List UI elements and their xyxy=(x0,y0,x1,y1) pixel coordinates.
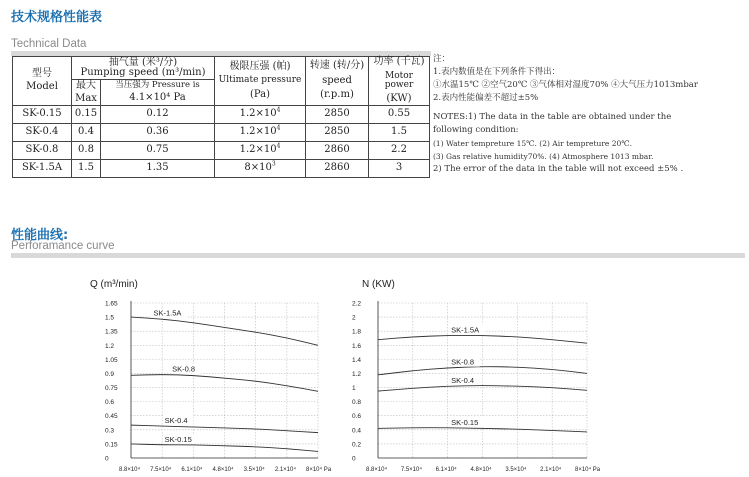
cell-model: SK-0.4 xyxy=(13,123,72,141)
cell-speed: 2860 xyxy=(306,141,369,159)
cell-ultimate: $1.2\times 10^4$ xyxy=(215,105,306,123)
y-tick-label: 0.3 xyxy=(105,427,115,435)
cell-ultimate: $1.2\times 10^4$ xyxy=(215,141,306,159)
cell-max: 1.5 xyxy=(72,159,101,177)
note-line: 1.表内数值是在下列条件下得出： xyxy=(433,67,561,77)
note-line: (3) Gas relative humidity70%. (4) Atmosphere 1013 mbar. xyxy=(433,152,654,161)
y-tick-label: 1.05 xyxy=(105,356,118,364)
x-tick-label: 8.8×10⁴ xyxy=(366,467,388,473)
header-speed: 转速 (转/分) speed (r.p.m) xyxy=(306,57,369,106)
header-pumping-speed: 抽气量 (米³/分) Pumping speed (m³/min) xyxy=(72,57,215,80)
note-line: following condition: xyxy=(433,125,519,135)
header-max: 最大 Max xyxy=(72,80,101,105)
cell-power: 1.5 xyxy=(369,123,430,141)
series-label: SK-0.4 xyxy=(164,416,188,426)
cell-power: 2.2 xyxy=(369,141,430,159)
x-tick-label: 2.1×10⁴ xyxy=(274,467,296,473)
y-tick-label: 0.2 xyxy=(352,441,362,449)
cell-max: 0.8 xyxy=(72,141,101,159)
cell-at: 0.36 xyxy=(101,123,215,141)
spec-section-title: 技术规格性能表 xyxy=(11,10,103,25)
note-line: 2) The error of the data in the table will not exceed ±5% . xyxy=(433,164,684,174)
x-tick-label: 2.1×10⁴ xyxy=(540,467,562,473)
series-label: SK-0.8 xyxy=(172,364,196,374)
note-line: ①水温15℃ ②空气20℃ ③气体相对湿度70% ④大气压力1013mbar xyxy=(433,80,698,90)
cell-at: 1.35 xyxy=(101,159,215,177)
cell-ultimate: $1.2\times 10^4$ xyxy=(215,123,306,141)
x-tick-label: 8.8×10⁴ xyxy=(119,467,141,473)
y-axis-label: N (KW) xyxy=(362,279,395,290)
cell-power: 3 xyxy=(369,159,430,177)
cell-at: 0.75 xyxy=(101,141,215,159)
series-line xyxy=(131,375,318,392)
header-motor-power: 功率 (千瓦) Motor power (KW) xyxy=(369,57,430,106)
note-line: (1) Water tempreture 15℃. (2) Air tempreture 20℃. xyxy=(433,139,633,148)
y-tick-label: 1.4 xyxy=(352,356,362,364)
y-tick-label: 0 xyxy=(105,455,109,463)
cell-max: 0.4 xyxy=(72,123,101,141)
y-tick-label: 0.9 xyxy=(105,370,115,378)
cell-model: SK-0.15 xyxy=(13,105,72,123)
x-tick-label: 7.5×10⁴ xyxy=(400,467,422,473)
y-tick-label: 2 xyxy=(352,314,356,322)
note-line: NOTES:1) The data in the table are obtained under the xyxy=(433,112,672,122)
y-tick-label: 1.2 xyxy=(352,370,362,378)
x-tick-label: 8×10⁴ Pa xyxy=(306,467,332,473)
x-tick-label: 4.8×10⁴ xyxy=(470,467,492,473)
spec-section-subtitle: Technical Data xyxy=(11,38,87,50)
series-label: SK-1.5A xyxy=(451,325,480,335)
y-tick-label: 0 xyxy=(352,455,356,463)
y-tick-label: 1.8 xyxy=(352,328,362,336)
x-tick-label: 3.5×10⁴ xyxy=(505,467,527,473)
y-tick-label: 0.45 xyxy=(105,413,118,421)
x-tick-label: 4.8×10⁴ xyxy=(212,467,234,473)
x-tick-label: 6.1×10⁴ xyxy=(435,467,457,473)
cell-max: 0.15 xyxy=(72,105,101,123)
note-line: 2.表内性能偏差不超过±5% xyxy=(433,93,539,103)
y-tick-label: 1.6 xyxy=(352,342,362,350)
x-tick-label: 3.5×10⁴ xyxy=(243,467,265,473)
x-tick-label: 7.5×10⁴ xyxy=(150,467,172,473)
note-line: 注： xyxy=(433,54,451,64)
curve-section-subtitle: Perforamance curve xyxy=(11,240,115,252)
y-tick-label: 1.5 xyxy=(105,314,115,322)
cell-speed: 2850 xyxy=(306,123,369,141)
header-at-pressure: 当压强为 Pressure is 4.1×10⁴ Pa xyxy=(101,80,215,105)
y-tick-label: 0.8 xyxy=(352,399,362,407)
cell-speed: 2860 xyxy=(306,159,369,177)
x-tick-label: 6.1×10⁴ xyxy=(181,467,203,473)
series-label: SK-1.5A xyxy=(153,308,182,318)
header-ultimate-pressure: 极限压强 (帕) Ultimate pressure (Pa) xyxy=(215,57,306,106)
y-tick-label: 0.4 xyxy=(352,427,362,435)
series-label: SK-0.4 xyxy=(451,376,475,386)
series-label: SK-0.8 xyxy=(451,357,475,367)
cell-speed: 2850 xyxy=(306,105,369,123)
y-tick-label: 1.65 xyxy=(105,300,118,308)
y-tick-label: 1.2 xyxy=(105,342,115,350)
x-tick-label: 8×10⁴ Pa xyxy=(575,467,601,473)
y-tick-label: 0.75 xyxy=(105,385,118,393)
series-label: SK-0.15 xyxy=(451,417,479,427)
y-tick-label: 1 xyxy=(352,385,356,393)
y-tick-label: 0.6 xyxy=(352,413,362,421)
cell-ultimate: $8\times 10^3$ xyxy=(215,159,306,177)
header-model: 型号 Model xyxy=(13,57,72,106)
series-label: SK-0.15 xyxy=(164,434,192,444)
cell-model: SK-1.5A xyxy=(13,159,72,177)
y-tick-label: 2.2 xyxy=(352,300,362,308)
cell-model: SK-0.8 xyxy=(13,141,72,159)
y-tick-label: 0.15 xyxy=(105,441,118,449)
cell-power: 0.55 xyxy=(369,105,430,123)
curve-section-title: 性能曲线: xyxy=(11,228,69,243)
y-tick-label: 1.35 xyxy=(105,328,118,336)
y-axis-label: Q (m³/min) xyxy=(90,279,138,290)
y-tick-label: 0.6 xyxy=(105,399,115,407)
cell-at: 0.12 xyxy=(101,105,215,123)
